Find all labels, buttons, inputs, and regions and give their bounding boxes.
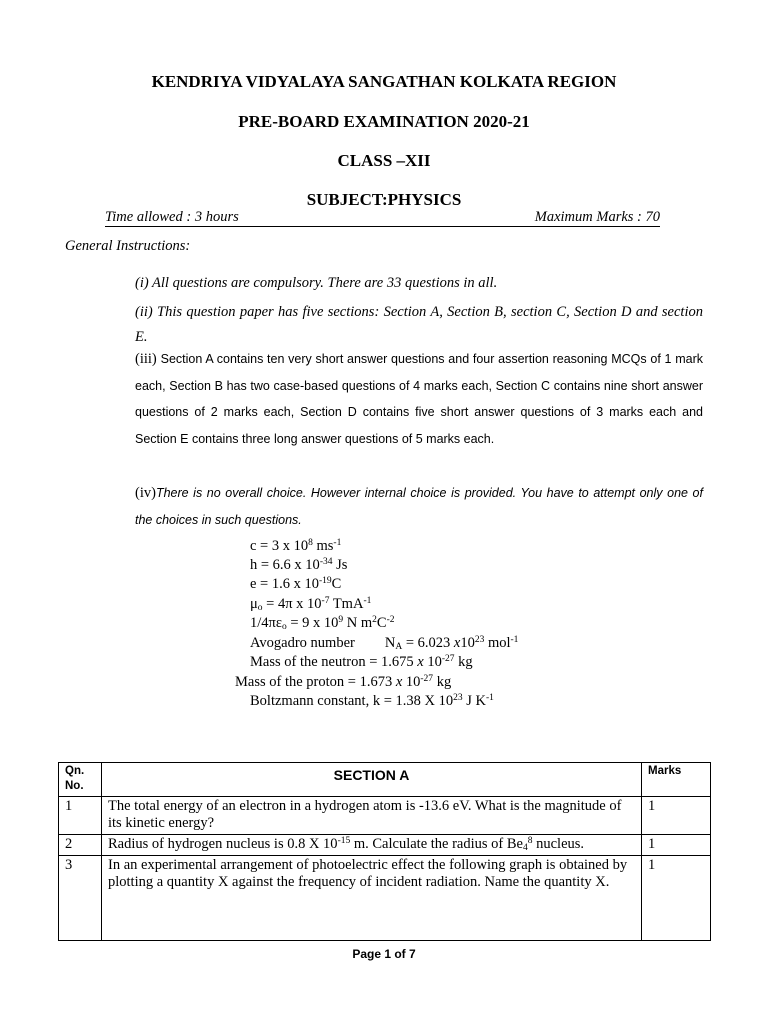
instruction-4-label: (iv)	[135, 485, 156, 501]
marks-header: Marks	[642, 763, 711, 797]
time-marks-row	[105, 209, 660, 227]
constant-avogadro: Avogadro number $N_A = 6.023$ $x10^{23}$ mol$^{-1}$	[250, 635, 519, 652]
table-row	[59, 856, 711, 941]
constant-e: e = 1.6 x $10^{-19}C$	[250, 576, 342, 592]
question-marks: 1	[642, 797, 711, 835]
question-text: The total energy of an electron in a hydrogen atom is -13.6 eV. What is the magnitude of its kinetic energy?	[102, 797, 642, 835]
constant-mu0: $\mu_o = 4\pi$ x $10^{-7}$ TmA$^{-1}$	[250, 596, 372, 613]
time-allowed: Time allowed : 3 hours	[105, 209, 239, 225]
constant-c: c = 3 x $10^8$ $ms^{-1}$	[250, 538, 342, 554]
instruction-2: (ii) This question paper has five sections: Section A, Section B, section C, Section D and section E.	[135, 304, 703, 345]
table-row	[59, 835, 711, 856]
qn-no-header: Qn. No.	[59, 763, 102, 797]
instruction-1: (i) All questions are compulsory. There are 33 questions in all.	[135, 275, 498, 291]
constant-coulomb: $1/4\pi\varepsilon_o = 9$ x $10^9$ N $m^2C^{-2}$	[250, 615, 395, 632]
instruction-4-text: There is no overall choice. However internal choice is provided. You have to attempt only one of the choices in such questions.	[135, 486, 703, 527]
question-number: 1	[59, 797, 102, 835]
exam-title: PRE-BOARD EXAMINATION 2020-21	[238, 112, 530, 131]
question-number: 3	[59, 856, 102, 941]
instruction-3-text: Section A contains ten very short answer questions and four assertion reasoning MCQs of 1 mark each, Section B has two case-based questions of 4 marks each, Section C contains nine short answer questions of 2 marks each, Section D contains five short answer questions of 3 marks each and Section E contains three long answer questions of 5 marks each.	[135, 352, 703, 446]
table-header-row	[59, 763, 711, 797]
constant-boltzmann: Boltzmann constant, k = 1.38 X $10^{23}$ J $K^{-1}$	[250, 693, 494, 709]
constant-proton-mass: Mass of the proton = 1.673 x $10^{-27}$ kg	[235, 674, 452, 690]
class-title: CLASS –XII	[337, 151, 431, 170]
question-number: 2	[59, 835, 102, 856]
table-row	[59, 797, 711, 835]
instruction-3	[135, 346, 703, 452]
section-a-heading: SECTION A	[102, 763, 642, 797]
constant-h: h = 6.6 x $10^{-34}$ Js	[250, 557, 348, 573]
general-instructions-heading: General Instructions:	[65, 238, 191, 254]
question-marks: 1	[642, 856, 711, 941]
instruction-3-label: (iii)	[135, 351, 161, 367]
page-number: Page 1 of 7	[352, 947, 416, 961]
questions-table	[58, 762, 711, 941]
instruction-4	[135, 480, 703, 533]
question-marks: 1	[642, 835, 711, 856]
constant-neutron-mass: Mass of the neutron = 1.675 x $10^{-27}$ kg	[250, 654, 473, 670]
question-text: Radius of hydrogen nucleus is 0.8 X $10^{-15}$ m. Calculate the radius of $Be_4^8$ nucleus.	[102, 835, 642, 856]
school-title: KENDRIYA VIDYALAYA SANGATHAN KOLKATA REGION	[151, 72, 617, 91]
subject-title: SUBJECT:PHYSICS	[306, 190, 462, 209]
question-text: In an experimental arrangement of photoelectric effect the following graph is obtained by plotting a quantity X against the frequency of incident radiation. Name the quantity X.	[102, 856, 642, 941]
maximum-marks: Maximum Marks : 70	[534, 209, 660, 225]
